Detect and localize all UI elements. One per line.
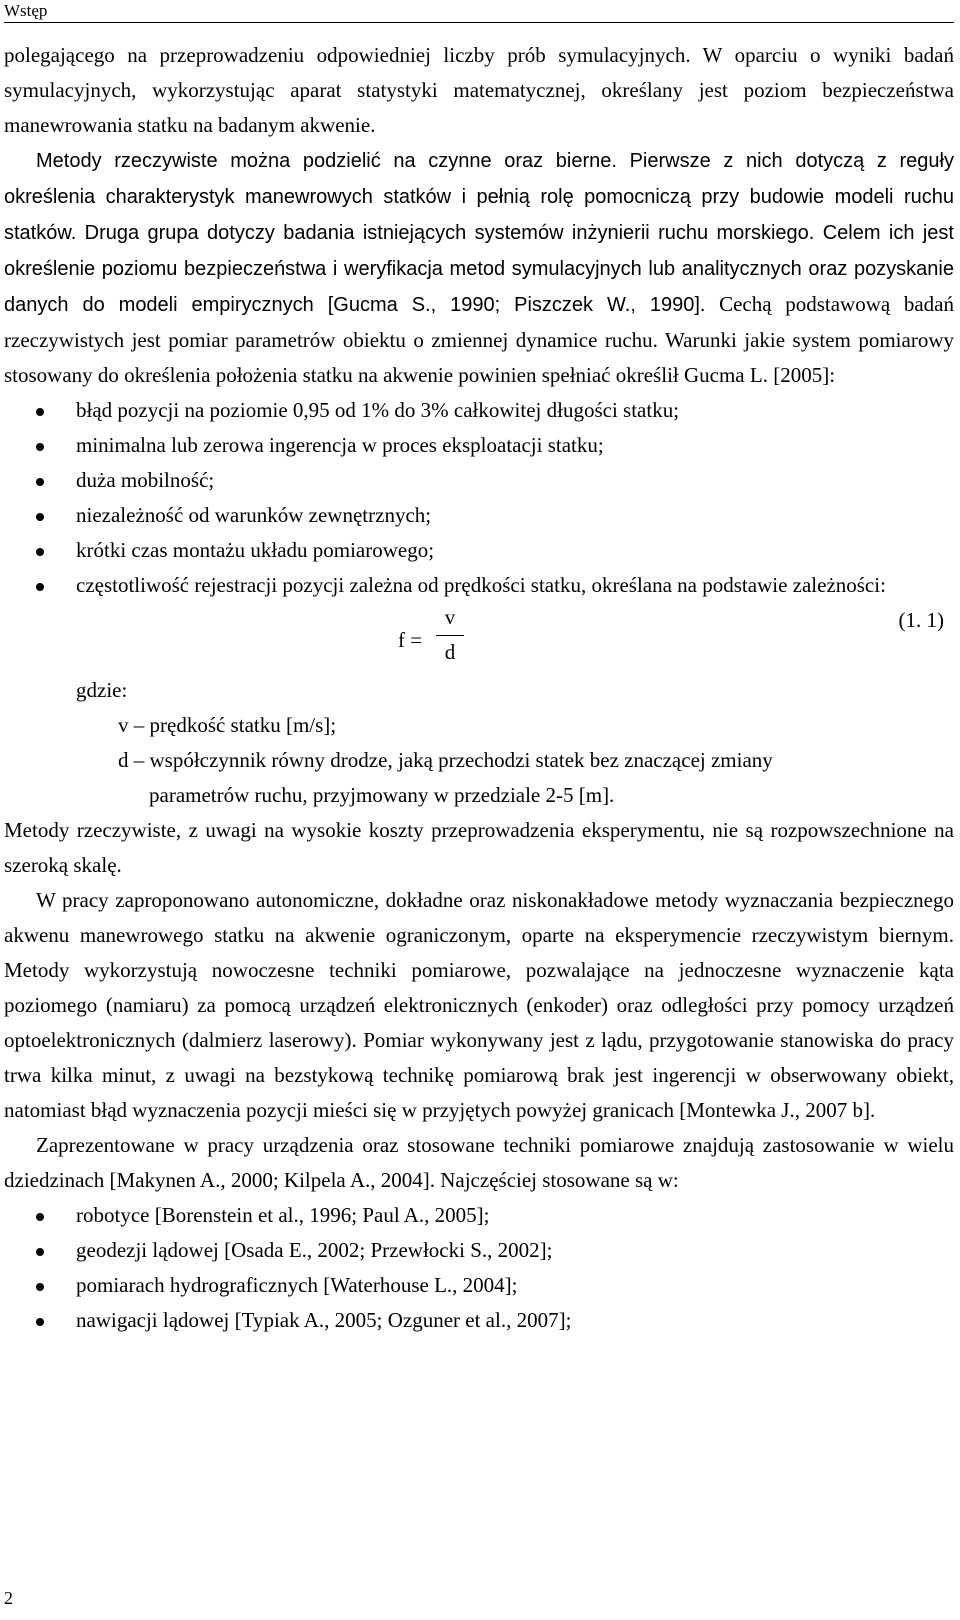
paragraph: Zaprezentowane w pracy urządzenia oraz stosowane techniki pomiarowe znajdują zastosowanie w wielu dziedzinach [Makynen A., 2000; Kilpela A., 2004]. Najczęściej stosowane są w: — [4, 1133, 954, 1192]
variable-definition-d-continued: parametrów ruchu, przyjmowany w przedziale 2-5 [m]. — [149, 783, 615, 807]
list-item — [4, 1198, 954, 1233]
equation-number: (1. 1) — [898, 608, 944, 632]
list-item — [4, 1303, 954, 1338]
page-body — [4, 38, 954, 1338]
bullet-icon — [36, 583, 44, 591]
bullet-icon — [36, 1283, 44, 1291]
list-item-text: niezależność od warunków zewnętrznych; — [76, 503, 432, 527]
paragraph — [4, 143, 954, 393]
variable-definition-d: d – współczynnik równy drodze, jaką przechodzi statek bez znaczącej zmiany — [118, 748, 773, 772]
requirements-list — [4, 393, 954, 603]
bullet-icon — [36, 513, 44, 521]
page-number: 2 — [4, 1588, 13, 1608]
fraction-denominator: d — [444, 640, 456, 664]
paragraph: Metody rzeczywiste, z uwagi na wysokie koszty przeprowadzenia eksperymentu, nie są rozpowszechnione na szeroką skalę. — [4, 818, 954, 877]
list-item-text: geodezji lądowej [Osada E., 2002; Przewłocki S., 2002]; — [76, 1238, 553, 1262]
list-item-text: nawigacji lądowej [Typiak A., 2005; Ozguner et al., 2007]; — [76, 1308, 572, 1332]
bullet-icon — [36, 1318, 44, 1326]
where-label: gdzie: — [76, 678, 128, 702]
list-item — [4, 498, 954, 533]
list-item-text: krótki czas montażu układu pomiarowego; — [76, 538, 435, 562]
list-item — [4, 463, 954, 498]
running-header: Wstęp — [4, 0, 954, 23]
applications-list — [4, 1198, 954, 1338]
bullet-icon — [36, 408, 44, 416]
equation — [4, 603, 954, 673]
paragraph: W pracy zaproponowano autonomiczne, dokładne oraz niskonakładowe metody wyznaczania bezpiecznego akwenu manewrowego statku na akwenie ograniczonym, oparte na eksperymencie rzeczywistym biernym. Metody wykorzystują nowoczesne techniki pomiarowe, pozwalające na jednoczesne wyznaczenie kąta poziomego (namiaru) za pomocą urządzeń elektronicznych (enkoder) oraz odległości przy pomocy urządzeń optoelektronicznych (dalmierz laserowy). Pomiar wykonywany jest z lądu, przygotowanie stanowiska do pracy trwa kilka minut, z uwagi na bezstykową technikę pomiarową brak jest ingerencji w obserwowany obiekt, natomiast błąd wyznaczenia pozycji mieści się w przyjętych powyżej granicach [Montewka J., 2007 b]. — [4, 888, 954, 1122]
paragraph: polegającego na przeprowadzeniu odpowiedniej liczby prób symulacyjnych. W oparciu o wyniki badań symulacyjnych, wykorzystując aparat statystyki matematycznej, określany jest poziom bezpieczeństwa manewrowania statku na badanym akwenie. — [4, 43, 954, 137]
paragraph-serif-part: Cechą podstawową badań rzeczywistych jest pomiar parametrów obiektu o zmiennej dynamice ruchu. Warunki jakie system pomiarowy stosowany do określenia położenia statku na akwenie powinien spełniać określił Gucma L. [2005]: — [4, 292, 954, 387]
list-item-text: częstotliwość rejestracji pozycji zależna od prędkości statku, określana na podstawie zależności: — [76, 573, 886, 597]
list-item — [4, 568, 954, 603]
equation-lhs: f = — [398, 628, 423, 652]
list-item — [4, 1268, 954, 1303]
list-item — [4, 428, 954, 463]
bullet-icon — [36, 1213, 44, 1221]
bullet-icon — [36, 478, 44, 486]
list-item-text: błąd pozycji na poziomie 0,95 od 1% do 3% całkowitej długości statku; — [76, 398, 680, 422]
bullet-icon — [36, 443, 44, 451]
equation-fraction — [436, 603, 464, 666]
list-item-text: robotyce [Borenstein et al., 1996; Paul A., 2005]; — [76, 1203, 490, 1227]
bullet-icon — [36, 548, 44, 556]
fraction-numerator: v — [444, 605, 456, 629]
list-item-text: duża mobilność; — [76, 468, 215, 492]
list-item — [4, 1233, 954, 1268]
fraction-bar — [436, 635, 464, 636]
paragraph-sans-part: Metody rzeczywiste można podzielić na czynne oraz bierne. Pierwsze z nich dotyczą z reguły określenia charakterystyk manewrowych statków i pełnią rolę pomocniczą przy budowie modeli ruchu statków. Druga grupa dotyczy badania istniejących systemów inżynierii ruchu morskiego. Celem ich jest określenie poziomu bezpieczeństwa i weryfikacja metod symulacyjnych lub analitycznych oraz pozyskanie danych do modeli empirycznych [Gucma S., 1990; Piszczek W., 1990]. — [4, 150, 954, 316]
bullet-icon — [36, 1248, 44, 1256]
variable-definition-v: v – prędkość statku [m/s]; — [118, 713, 337, 737]
list-item-text: pomiarach hydrograficznych [Waterhouse L., 2004]; — [76, 1273, 518, 1297]
list-item-text: minimalna lub zerowa ingerencja w proces eksploatacji statku; — [76, 433, 604, 457]
list-item — [4, 533, 954, 568]
list-item — [4, 393, 954, 428]
